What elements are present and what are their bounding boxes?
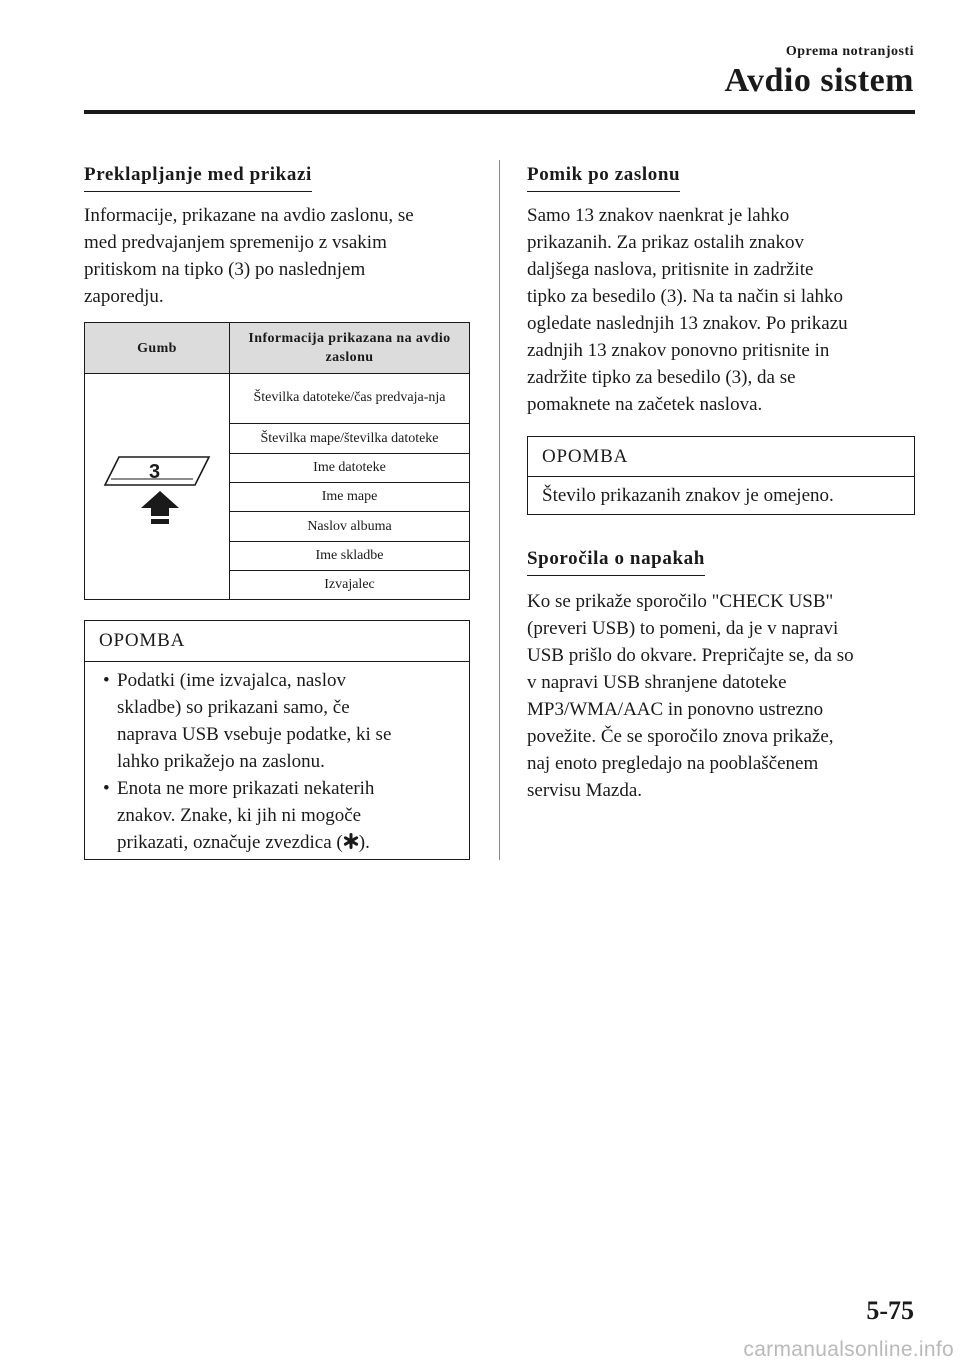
text-line: lahko prikažejo na zaslonu. <box>117 751 325 772</box>
column-header-button: Gumb <box>137 340 177 356</box>
button-number-label: 3 <box>149 461 161 483</box>
text-line: Enota ne more prikazati nekaterih <box>117 778 375 799</box>
table-row: Številka mape/številka datoteke <box>230 424 469 454</box>
text-line: pomaknete na začetek naslova. <box>527 394 763 415</box>
column-header-info: Informacija prikazana na avdio zaslonu <box>248 331 451 365</box>
text-line: zadnjih 13 znakov ponovno pritisnite in <box>527 340 830 361</box>
text-line: med predvajanjem spremenijo z vsakim <box>84 232 387 253</box>
text-line: (preveri USB) to pomeni, da je v napravi <box>527 618 839 639</box>
note-title: OPOMBA <box>528 437 914 477</box>
text-line: Ko se prikaže sporočilo "CHECK USB" <box>527 591 834 612</box>
column-divider <box>499 160 500 860</box>
table-row: Številka datoteke/čas predvaja-nja <box>230 373 469 424</box>
note-bullet <box>85 775 469 856</box>
error-paragraph <box>527 588 927 804</box>
text-line: naprava USB vsebuje podatke, ki se <box>117 724 392 745</box>
text-line: znakov. Znake, ki jih ni mogoče <box>117 805 362 826</box>
text-line: Samo 13 znakov naenkrat je lahko <box>527 205 790 226</box>
note-box-char-limit <box>527 436 915 515</box>
text-line: pritiskom na tipko (3) po naslednjem <box>84 259 366 280</box>
text-line: USB prišlo do okvare. Prepričajte se, da so <box>527 645 854 666</box>
table-row: Ime skladbe <box>230 542 469 571</box>
text-line: daljšega naslova, pritisnite in zadržite <box>527 259 814 280</box>
section-heading-display-switching: Preklapljanje med prikazi <box>84 164 312 192</box>
text-line: povežite. Če se sporočilo znova prikaže, <box>527 726 834 747</box>
page-number: 5-75 <box>866 1296 914 1325</box>
text-fragment: prikazati, označuje zvezdica ( <box>117 832 343 853</box>
text-line: MP3/WMA/AAC in ponovno ustrezno <box>527 699 824 720</box>
header-rule <box>84 110 915 114</box>
text-fragment: ). <box>358 832 370 853</box>
bullet-icon: • <box>103 778 110 799</box>
text-line: servisu Mazda. <box>527 780 643 801</box>
scroll-paragraph <box>527 202 927 418</box>
table-row: Naslov albuma <box>230 512 469 542</box>
chapter-title: Avdio sistem <box>724 62 914 99</box>
section-label: Oprema notranjosti <box>785 44 914 59</box>
note-bullet <box>85 667 469 775</box>
table-row: Ime mape <box>230 483 469 512</box>
note-text: Število prikazanih znakov je omejeno. <box>542 485 834 506</box>
intro-paragraph <box>84 202 484 310</box>
text-line: v napravi USB shranjene datoteke <box>527 672 787 693</box>
table-row: Ime datoteke <box>230 454 469 483</box>
table-header <box>85 323 469 374</box>
text-line: ogledate naslednjih 13 znakov. Po prikazu <box>527 313 848 334</box>
watermark: carmanualsonline.info <box>743 1338 954 1361</box>
text-line: prikazanih. Za prikaz ostalih znakov <box>527 232 804 253</box>
section-heading-screen-scroll: Pomik po zaslonu <box>527 164 680 192</box>
text-line: naj enoto pregledajo na pooblaščenem <box>527 753 819 774</box>
text-line: zadržite tipko za besedilo (3), da se <box>527 367 796 388</box>
asterisk-icon <box>343 833 359 849</box>
text-line: Podatki (ime izvajalca, naslov <box>117 670 346 691</box>
text-line: zaporedju. <box>84 286 164 307</box>
text-button-3-icon <box>99 449 215 529</box>
table-row: Izvajalec <box>324 577 375 592</box>
section-heading-error-messages: Sporočila o napakah <box>527 548 705 576</box>
text-line: skladbe) so prikazani samo, če <box>117 697 350 718</box>
note-title: OPOMBA <box>85 621 469 662</box>
bullet-icon: • <box>103 670 110 691</box>
text-line: tipko za besedilo (3). Na ta način si lahko <box>527 286 844 307</box>
text-line <box>117 829 469 856</box>
text-line: Informacije, prikazane na avdio zaslonu, se <box>84 205 414 226</box>
note-box-data <box>84 620 470 860</box>
display-info-table <box>84 322 470 600</box>
